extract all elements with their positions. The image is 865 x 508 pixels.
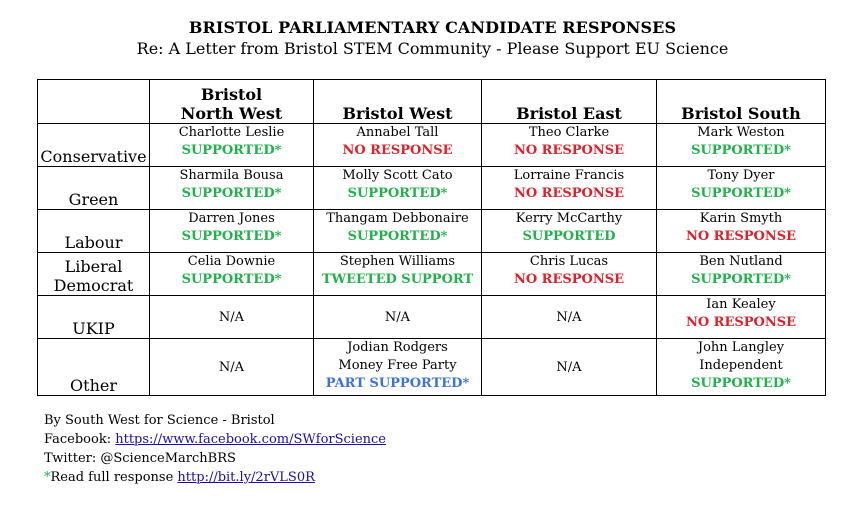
column-header-west (314, 80, 482, 124)
candidate-name: Chris Lucas (529, 254, 609, 269)
response-status: NO RESPONSE (685, 229, 797, 244)
column-header-south (657, 80, 826, 124)
candidate-name: Sharmila Bousa (179, 168, 284, 183)
party-label-line: Green (68, 190, 119, 209)
party-label (38, 124, 150, 167)
party-label (38, 296, 150, 339)
response-status: NO RESPONSE (513, 186, 625, 201)
candidate-name: John Langley (697, 340, 785, 355)
candidate-cell (314, 124, 482, 167)
candidate-cell (657, 124, 826, 167)
column-header-line2: Bristol East (516, 104, 622, 123)
candidate-cell (150, 124, 314, 167)
response-status: SUPPORTED* (347, 186, 448, 201)
facebook-label: Facebook: (44, 432, 116, 447)
party-label-line: Liberal (64, 257, 123, 276)
candidate-name: Tony Dyer (707, 168, 775, 183)
column-header-line2: Bristol West (342, 104, 453, 123)
candidate-name: Celia Downie (187, 254, 276, 269)
read-label: Read full response (50, 470, 178, 485)
candidate-name: Theo Clarke (528, 125, 610, 140)
response-status: NO RESPONSE (342, 143, 453, 158)
party-label-line: UKIP (72, 319, 115, 338)
table-header-row (38, 80, 826, 124)
page-title: BRISTOL PARLIAMENTARY CANDIDATE RESPONSES (188, 18, 677, 37)
table-row (38, 210, 826, 253)
response-status: SUPPORTED* (691, 272, 791, 287)
footer-credit: By South West for Science - Bristol (44, 413, 275, 428)
candidate-name: Ian Kealey (706, 297, 776, 312)
table-row (38, 339, 826, 396)
party-label (38, 167, 150, 210)
facebook-link[interactable]: https://www.facebook.com/SWforScience (115, 432, 386, 447)
candidate-cell (314, 253, 482, 296)
candidate-cell (657, 339, 826, 396)
candidate-cell (657, 167, 826, 210)
candidate-name: Darren Jones (188, 211, 275, 226)
candidate-name: Money Free Party (338, 358, 457, 373)
candidate-name: Ben Nutland (699, 254, 783, 269)
party-label (38, 339, 150, 396)
candidate-table (37, 79, 826, 396)
candidate-name: Stephen Williams (339, 254, 456, 269)
footer-twitter: Twitter: @ScienceMarchBRS (44, 451, 236, 466)
response-status: PART SUPPORTED* (325, 376, 470, 391)
candidate-name: Lorraine Francis (513, 168, 625, 183)
candidate-cell (314, 210, 482, 253)
response-status: NO RESPONSE (685, 315, 797, 330)
candidate-cell (150, 167, 314, 210)
candidate-cell (314, 167, 482, 210)
candidate-name: Annabel Tall (356, 125, 439, 140)
table-row (38, 253, 826, 296)
candidate-name: Charlotte Leslie (178, 125, 285, 140)
response-status: TWEETED SUPPORT (321, 272, 474, 287)
party-label-line: Labour (64, 233, 123, 252)
response-status: NO RESPONSE (513, 272, 625, 287)
not-applicable-cell: N/A (150, 296, 314, 339)
page-subtitle: Re: A Letter from Bristol STEM Community - Please Support EU Science (136, 39, 729, 58)
table-row (38, 296, 826, 339)
not-applicable-cell: N/A (150, 339, 314, 396)
column-header-east (482, 80, 657, 124)
candidate-name: Thangam Debbonaire (326, 211, 469, 226)
party-label (38, 253, 150, 296)
read-full-link[interactable]: http://bit.ly/2rVLS0R (177, 470, 315, 485)
response-status: SUPPORTED* (181, 272, 282, 287)
party-label (38, 210, 150, 253)
response-status: NO RESPONSE (513, 143, 625, 158)
column-header-line2: Bristol South (681, 104, 801, 123)
candidate-name: Kerry McCarthy (515, 211, 623, 226)
response-status: SUPPORTED* (691, 186, 791, 201)
response-status: SUPPORTED* (181, 186, 282, 201)
not-applicable-cell: N/A (482, 339, 657, 396)
not-applicable-cell: N/A (314, 296, 482, 339)
column-header-north-west (150, 80, 314, 124)
response-status: SUPPORTED (522, 229, 616, 244)
candidate-name: Independent (699, 358, 783, 373)
footer-facebook (44, 430, 386, 449)
candidate-name: Mark Weston (697, 125, 785, 140)
candidate-cell (150, 253, 314, 296)
party-label-line: Conservative (40, 147, 147, 166)
candidate-cell (482, 253, 657, 296)
candidate-cell (482, 210, 657, 253)
party-label-line: Other (70, 376, 117, 395)
candidate-cell (482, 124, 657, 167)
candidate-cell (482, 167, 657, 210)
candidate-cell (657, 296, 826, 339)
table-row (38, 124, 826, 167)
column-header-line1: Bristol (200, 85, 263, 104)
asterisk-mark: * (44, 470, 51, 485)
not-applicable-cell: N/A (482, 296, 657, 339)
candidate-name: Molly Scott Cato (342, 168, 453, 183)
candidate-name: Karin Smyth (699, 211, 783, 226)
footer (44, 411, 386, 487)
candidate-cell (314, 339, 482, 396)
candidate-cell (657, 210, 826, 253)
response-status: SUPPORTED* (691, 376, 791, 391)
footer-read-full (44, 468, 386, 487)
response-status: SUPPORTED* (181, 143, 282, 158)
table-row (38, 167, 826, 210)
candidate-cell (657, 253, 826, 296)
column-header-line2: North West (180, 104, 283, 123)
candidate-name: Jodian Rodgers (347, 340, 448, 355)
party-label-line: Democrat (53, 276, 134, 295)
response-status: SUPPORTED* (181, 229, 282, 244)
candidate-cell (150, 210, 314, 253)
response-status: SUPPORTED* (691, 143, 791, 158)
header-corner (38, 80, 150, 124)
response-status: SUPPORTED* (347, 229, 448, 244)
